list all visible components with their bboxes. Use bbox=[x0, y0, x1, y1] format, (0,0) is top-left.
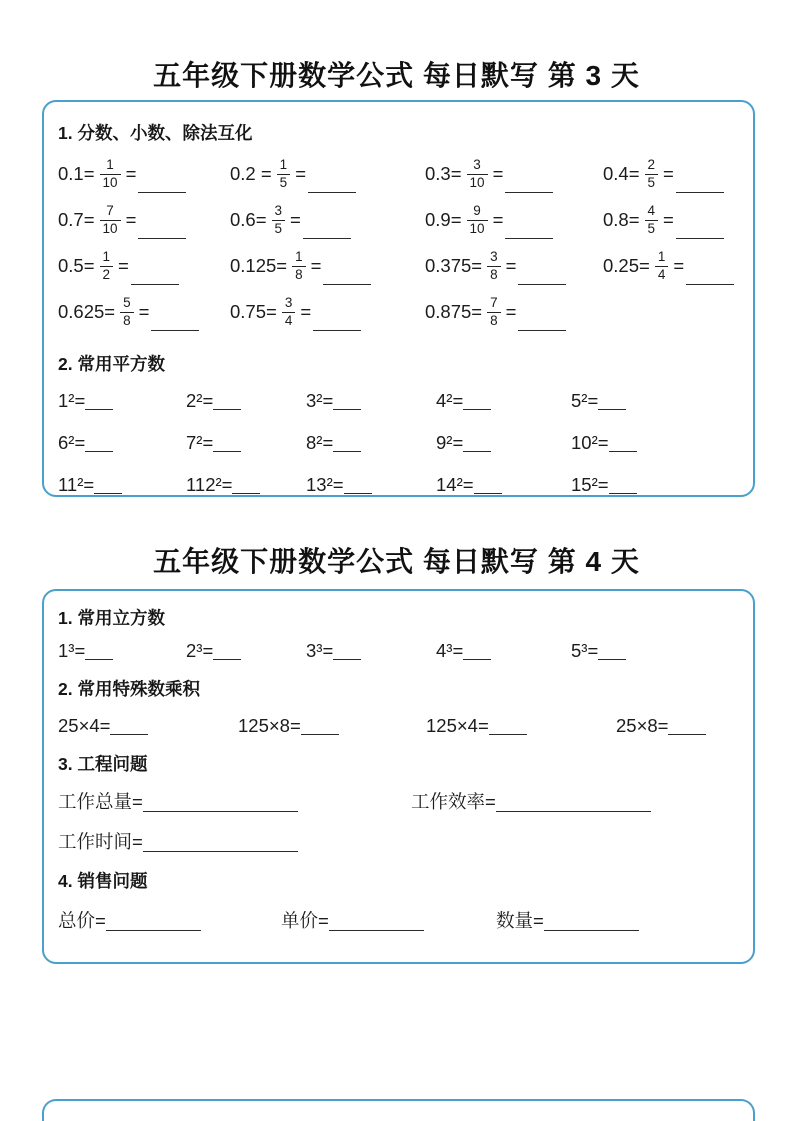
decimal-value: 0.875= bbox=[425, 301, 483, 322]
fraction-denominator: 10 bbox=[467, 174, 488, 191]
answer-blank bbox=[489, 716, 527, 736]
fraction-conversion-item bbox=[230, 243, 425, 289]
fraction-denominator: 4 bbox=[655, 266, 669, 283]
fraction-conversion-item bbox=[425, 243, 603, 289]
squares-grid bbox=[58, 390, 739, 496]
decimal-value: 0.3= bbox=[425, 163, 462, 184]
answer-blank bbox=[505, 173, 553, 193]
equals-sign: = bbox=[505, 301, 517, 322]
fraction-denominator: 5 bbox=[277, 174, 291, 191]
work-item bbox=[58, 828, 739, 854]
fraction-numerator: 1 bbox=[279, 157, 288, 173]
answer-blank bbox=[463, 391, 491, 411]
expression-text: 7²= bbox=[186, 432, 214, 453]
answer-blank bbox=[131, 265, 179, 285]
fraction-numerator: 7 bbox=[490, 295, 498, 311]
answer-blank bbox=[686, 265, 734, 285]
fraction-conversion-item bbox=[230, 289, 425, 335]
cube-item bbox=[571, 640, 739, 662]
cube-item bbox=[58, 640, 186, 662]
fraction bbox=[645, 157, 659, 190]
answer-blank bbox=[301, 716, 339, 736]
equals-sign: = bbox=[300, 301, 312, 322]
product-item bbox=[58, 715, 238, 737]
decimal-value: 0.9= bbox=[425, 209, 462, 230]
equals-sign: = bbox=[125, 209, 137, 230]
square-item bbox=[436, 390, 571, 412]
fraction-numerator: 5 bbox=[123, 295, 131, 311]
fraction bbox=[292, 249, 306, 282]
fraction-numerator: 1 bbox=[657, 249, 666, 265]
work-grid-row2 bbox=[58, 828, 739, 854]
answer-blank bbox=[308, 173, 356, 193]
answer-blank bbox=[85, 391, 113, 411]
fraction-denominator: 5 bbox=[645, 220, 659, 237]
equals-sign: = bbox=[118, 255, 129, 276]
answer-blank bbox=[333, 433, 361, 453]
answer-blank bbox=[518, 265, 566, 285]
answer-blank bbox=[232, 475, 260, 495]
answer-blank bbox=[668, 716, 706, 736]
day3-section2-heading: 2. 常用平方数 bbox=[58, 354, 165, 374]
equals-sign: = bbox=[492, 163, 504, 184]
fraction-conversion-item bbox=[425, 197, 603, 243]
fraction bbox=[467, 203, 488, 236]
fraction-numerator: 1 bbox=[295, 249, 303, 265]
answer-blank bbox=[138, 219, 186, 239]
fraction bbox=[120, 295, 134, 328]
expression-text: 4³= bbox=[436, 640, 464, 661]
fraction-conversion-item bbox=[603, 243, 739, 289]
expression-text: 11²= bbox=[58, 474, 95, 495]
expression-text: 工作总量= bbox=[58, 791, 143, 812]
fraction-denominator: 8 bbox=[292, 266, 306, 283]
square-item bbox=[436, 474, 571, 496]
equals-sign: = bbox=[125, 163, 137, 184]
square-item bbox=[436, 432, 571, 454]
fraction-conversion-item bbox=[58, 151, 230, 197]
equals-sign: = bbox=[492, 209, 504, 230]
fraction-conversion-item bbox=[425, 151, 603, 197]
decimal-value: 0.8= bbox=[603, 209, 640, 230]
decimal-value: 0.125= bbox=[230, 255, 288, 276]
answer-blank bbox=[213, 641, 241, 661]
equals-sign: = bbox=[290, 209, 301, 230]
answer-blank bbox=[463, 433, 491, 453]
sales-grid bbox=[58, 907, 739, 933]
answer-blank bbox=[518, 311, 566, 331]
expression-text: 5³= bbox=[571, 640, 599, 661]
decimal-value: 0.75= bbox=[230, 301, 277, 322]
square-item bbox=[186, 390, 306, 412]
sales-item bbox=[281, 907, 496, 933]
square-item bbox=[306, 432, 436, 454]
expression-text: 10²= bbox=[571, 432, 609, 453]
sales-item bbox=[496, 907, 739, 933]
day4-section1-heading: 1. 常用立方数 bbox=[58, 608, 165, 628]
equals-sign: = bbox=[295, 163, 306, 184]
fraction bbox=[487, 295, 501, 328]
work-grid-row1 bbox=[58, 788, 739, 814]
day4-section2-heading: 2. 常用特殊数乘积 bbox=[58, 679, 200, 699]
expression-text: 25×4= bbox=[58, 715, 111, 736]
equals-sign: = bbox=[663, 209, 674, 230]
decimal-value: 0.25= bbox=[603, 255, 650, 276]
fraction bbox=[645, 203, 659, 236]
fraction bbox=[282, 295, 296, 328]
fraction-conversion-item bbox=[603, 151, 739, 197]
fraction bbox=[655, 249, 669, 282]
cube-item bbox=[186, 640, 306, 662]
fraction-numerator: 1 bbox=[102, 249, 111, 265]
cube-item bbox=[306, 640, 436, 662]
fraction-conversion-item bbox=[230, 197, 425, 243]
decimal-value: 0.1= bbox=[58, 163, 95, 184]
expression-text: 112²= bbox=[186, 474, 233, 495]
fraction-denominator: 8 bbox=[487, 312, 501, 329]
fraction-denominator: 5 bbox=[645, 174, 659, 191]
square-item bbox=[571, 390, 739, 412]
square-item bbox=[571, 474, 739, 496]
answer-blank bbox=[85, 641, 113, 661]
expression-text: 2²= bbox=[186, 390, 214, 411]
next-day-panel-partial bbox=[42, 1099, 755, 1121]
day3-panel bbox=[42, 100, 755, 497]
answer-blank bbox=[333, 391, 361, 411]
fraction-conversion-item bbox=[425, 289, 603, 335]
expression-text: 3³= bbox=[306, 640, 334, 661]
sales-item bbox=[58, 907, 281, 933]
answer-blank bbox=[344, 475, 372, 495]
square-item bbox=[186, 432, 306, 454]
expression-text: 125×4= bbox=[426, 715, 489, 736]
answer-blank bbox=[505, 219, 553, 239]
decimal-value: 0.375= bbox=[425, 255, 483, 276]
fraction-numerator: 3 bbox=[473, 157, 481, 173]
day4-section3-heading: 3. 工程问题 bbox=[58, 754, 148, 774]
square-item bbox=[58, 390, 186, 412]
equals-sign: = bbox=[663, 163, 674, 184]
fraction bbox=[467, 157, 488, 190]
fraction bbox=[272, 203, 286, 236]
fraction-denominator: 10 bbox=[100, 174, 121, 191]
decimal-value: 0.625= bbox=[58, 301, 116, 322]
work-item bbox=[411, 788, 739, 814]
square-item bbox=[58, 474, 186, 496]
square-item bbox=[186, 474, 306, 496]
answer-blank bbox=[609, 433, 637, 453]
fraction-numerator: 2 bbox=[647, 157, 656, 173]
square-item bbox=[306, 390, 436, 412]
fraction-denominator: 4 bbox=[282, 312, 296, 329]
answer-blank bbox=[94, 475, 122, 495]
expression-text: 总价= bbox=[58, 910, 106, 931]
decimal-value: 0.5= bbox=[58, 255, 95, 276]
expression-text: 1²= bbox=[58, 390, 86, 411]
fraction-grid bbox=[58, 151, 739, 335]
expression-text: 3²= bbox=[306, 390, 334, 411]
answer-blank bbox=[463, 641, 491, 661]
answer-blank bbox=[213, 391, 241, 411]
expression-text: 25×8= bbox=[616, 715, 669, 736]
fraction-numerator: 1 bbox=[106, 157, 114, 173]
fraction-denominator: 8 bbox=[120, 312, 134, 329]
answer-blank bbox=[213, 433, 241, 453]
expression-text: 单价= bbox=[281, 910, 329, 931]
fraction-conversion-item bbox=[58, 289, 230, 335]
answer-blank bbox=[676, 173, 724, 193]
day4-section4-heading: 4. 销售问题 bbox=[58, 871, 148, 891]
answer-blank bbox=[303, 219, 351, 239]
answer-blank bbox=[85, 433, 113, 453]
answer-blank bbox=[329, 912, 424, 932]
fraction bbox=[100, 157, 121, 190]
answer-blank bbox=[313, 311, 361, 331]
answer-blank bbox=[544, 912, 639, 932]
answer-blank bbox=[598, 391, 626, 411]
expression-text: 工作时间= bbox=[58, 831, 143, 852]
answer-blank bbox=[138, 173, 186, 193]
answer-blank bbox=[106, 912, 201, 932]
day3-title: 五年级下册数学公式 每日默写 第 3 天 bbox=[153, 60, 640, 91]
expression-text: 4²= bbox=[436, 390, 464, 411]
answer-blank bbox=[496, 793, 651, 813]
answer-blank bbox=[151, 311, 199, 331]
answer-blank bbox=[333, 641, 361, 661]
answer-blank bbox=[323, 265, 371, 285]
day4-title: 五年级下册数学公式 每日默写 第 4 天 bbox=[153, 546, 640, 577]
cubes-grid bbox=[58, 640, 739, 662]
answer-blank bbox=[676, 219, 724, 239]
expression-text: 1³= bbox=[58, 640, 86, 661]
expression-text: 9²= bbox=[436, 432, 464, 453]
fraction-numerator: 9 bbox=[473, 203, 481, 219]
answer-blank bbox=[143, 833, 298, 853]
expression-text: 工作效率= bbox=[411, 791, 496, 812]
answer-blank bbox=[609, 475, 637, 495]
square-item bbox=[306, 474, 436, 496]
square-item bbox=[58, 432, 186, 454]
decimal-value: 0.4= bbox=[603, 163, 640, 184]
fraction-numerator: 3 bbox=[490, 249, 498, 265]
equals-sign: = bbox=[310, 255, 322, 276]
answer-blank bbox=[110, 716, 148, 736]
expression-text: 5²= bbox=[571, 390, 599, 411]
decimal-value: 0.2 = bbox=[230, 163, 272, 184]
product-item bbox=[426, 715, 616, 737]
equals-sign: = bbox=[505, 255, 517, 276]
fraction-conversion-item bbox=[58, 197, 230, 243]
fraction-denominator: 10 bbox=[100, 220, 121, 237]
expression-text: 2³= bbox=[186, 640, 214, 661]
expression-text: 8²= bbox=[306, 432, 334, 453]
expression-text: 6²= bbox=[58, 432, 86, 453]
fraction-numerator: 4 bbox=[647, 203, 656, 219]
fraction-denominator: 10 bbox=[467, 220, 488, 237]
fraction bbox=[100, 249, 114, 282]
fraction-denominator: 8 bbox=[487, 266, 501, 283]
fraction-numerator: 3 bbox=[284, 295, 293, 311]
work-item bbox=[58, 788, 411, 814]
fraction bbox=[277, 157, 291, 190]
answer-blank bbox=[598, 641, 626, 661]
fraction bbox=[487, 249, 501, 282]
fraction-numerator: 3 bbox=[274, 203, 283, 219]
day4-panel bbox=[42, 589, 755, 964]
equals-sign: = bbox=[138, 301, 150, 322]
day3-section1-heading: 1. 分数、小数、除法互化 bbox=[58, 123, 253, 143]
expression-text: 13²= bbox=[306, 474, 344, 495]
fraction bbox=[100, 203, 121, 236]
product-item bbox=[616, 715, 739, 737]
expression-text: 125×8= bbox=[238, 715, 301, 736]
products-grid bbox=[58, 715, 739, 737]
expression-text: 数量= bbox=[496, 910, 544, 931]
fraction-numerator: 7 bbox=[106, 203, 114, 219]
answer-blank bbox=[474, 475, 502, 495]
decimal-value: 0.7= bbox=[58, 209, 95, 230]
expression-text: 15²= bbox=[571, 474, 609, 495]
square-item bbox=[571, 432, 739, 454]
fraction-conversion-item bbox=[230, 151, 425, 197]
decimal-value: 0.6= bbox=[230, 209, 267, 230]
answer-blank bbox=[143, 793, 298, 813]
fraction-denominator: 2 bbox=[100, 266, 114, 283]
fraction-conversion-item bbox=[58, 243, 230, 289]
fraction-conversion-item bbox=[603, 197, 739, 243]
equals-sign: = bbox=[673, 255, 685, 276]
product-item bbox=[238, 715, 426, 737]
fraction-denominator: 5 bbox=[272, 220, 286, 237]
expression-text: 14²= bbox=[436, 474, 474, 495]
cube-item bbox=[436, 640, 571, 662]
